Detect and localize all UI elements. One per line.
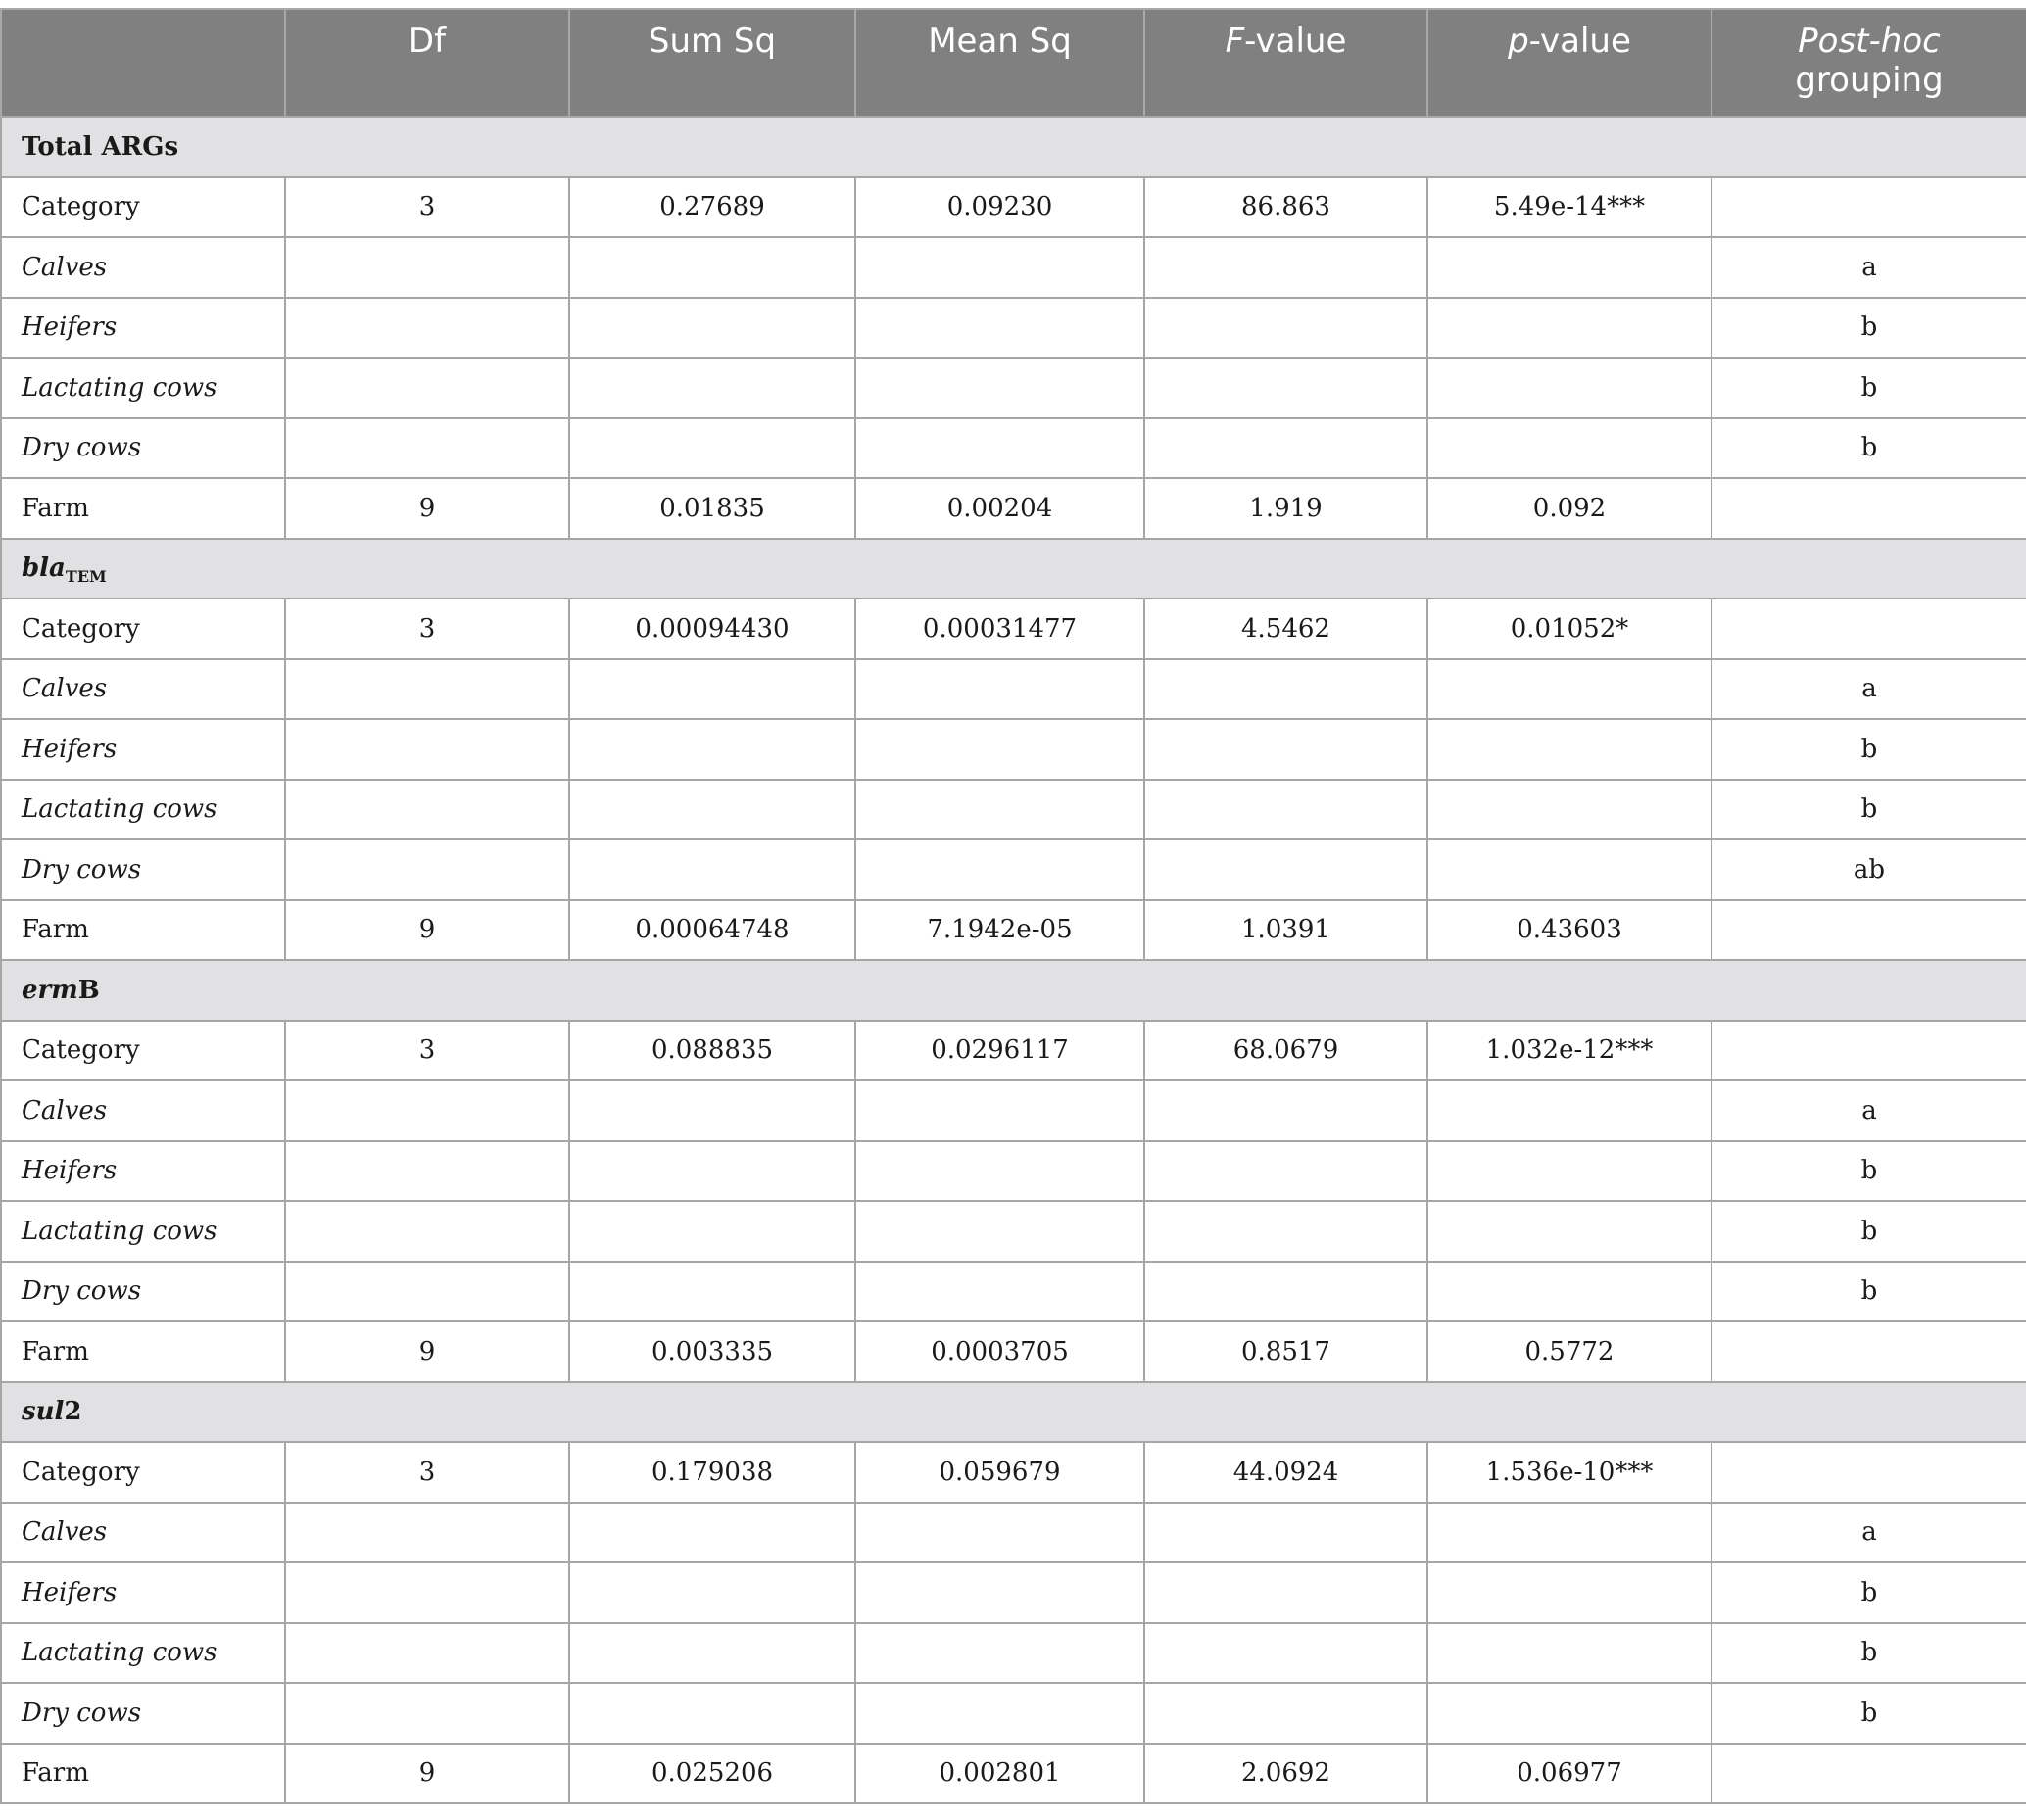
- section-title-italic: sul: [22, 1397, 65, 1427]
- row-label: Lactating cows: [1, 1623, 285, 1684]
- table-row-group: [1, 298, 2026, 359]
- section-title: [1, 539, 2026, 599]
- row-label: Farm: [1, 478, 285, 539]
- f-value-cell: 2.0692: [1144, 1744, 1427, 1804]
- section-title-rest: 2: [64, 1397, 82, 1427]
- posthoc-cell: b: [1712, 358, 2026, 418]
- posthoc-cell: [1712, 1442, 2026, 1503]
- posthoc-cell: a: [1712, 1080, 2026, 1141]
- posthoc-cell: a: [1712, 237, 2026, 298]
- f-value-cell: 1.919: [1144, 478, 1427, 539]
- df-cell: 3: [285, 1021, 569, 1081]
- sum-sq-cell: 0.179038: [569, 1442, 855, 1503]
- section-title-italic: bla: [22, 553, 66, 584]
- table-row-farm: [1, 478, 2026, 539]
- posthoc-cell: [1712, 177, 2026, 238]
- table-row-group: [1, 237, 2026, 298]
- section-bla-tem: [1, 539, 2026, 961]
- section-header-row: [1, 117, 2026, 177]
- posthoc-cell: [1712, 1321, 2026, 1382]
- posthoc-cell: b: [1712, 719, 2026, 780]
- sum-sq-cell: 0.088835: [569, 1021, 855, 1081]
- header-row: [1, 9, 2026, 117]
- p-value-cell: 0.5772: [1427, 1321, 1712, 1382]
- mean-sq-cell: 0.0296117: [855, 1021, 1144, 1081]
- posthoc-cell: b: [1712, 780, 2026, 840]
- p-value-cell: 0.06977: [1427, 1744, 1712, 1804]
- sum-sq-cell: 0.01835: [569, 478, 855, 539]
- header-f-italic: F: [1225, 22, 1245, 61]
- sum-sq-cell: 0.27689: [569, 177, 855, 238]
- row-label: Lactating cows: [1, 780, 285, 840]
- posthoc-cell: b: [1712, 1562, 2026, 1623]
- row-label: Heifers: [1, 1562, 285, 1623]
- table-row-group: [1, 839, 2026, 900]
- f-value-cell: 68.0679: [1144, 1021, 1427, 1081]
- sum-sq-cell: 0.00094430: [569, 599, 855, 659]
- row-label: Calves: [1, 237, 285, 298]
- posthoc-cell: [1712, 478, 2026, 539]
- header-df: Df: [285, 9, 569, 117]
- posthoc-cell: ab: [1712, 839, 2026, 900]
- header-p-italic: p: [1508, 22, 1529, 61]
- f-value-cell: 4.5462: [1144, 599, 1427, 659]
- posthoc-cell: b: [1712, 1683, 2026, 1744]
- row-label: Lactating cows: [1, 1201, 285, 1262]
- mean-sq-cell: 7.1942e-05: [855, 900, 1144, 961]
- table-row-farm: [1, 1321, 2026, 1382]
- row-label: Dry cows: [1, 1262, 285, 1322]
- row-label: Category: [1, 599, 285, 659]
- df-cell: 9: [285, 900, 569, 961]
- table-row-group: [1, 1262, 2026, 1322]
- posthoc-cell: b: [1712, 1262, 2026, 1322]
- table-row-group: [1, 358, 2026, 418]
- section-sul2: [1, 1382, 2026, 1804]
- row-label: Farm: [1, 1321, 285, 1382]
- posthoc-cell: [1712, 900, 2026, 961]
- header-posthoc-rest: grouping: [1795, 61, 1944, 100]
- row-label: Category: [1, 177, 285, 238]
- table-row-group: [1, 1623, 2026, 1684]
- header-sum-sq: Sum Sq: [569, 9, 855, 117]
- header-blank: [1, 9, 285, 117]
- table-row-group: [1, 1201, 2026, 1262]
- row-label: Farm: [1, 900, 285, 961]
- df-cell: 3: [285, 599, 569, 659]
- df-cell: 3: [285, 177, 569, 238]
- sum-sq-cell: 0.003335: [569, 1321, 855, 1382]
- anova-table: [0, 8, 2026, 1804]
- section-title: [1, 1382, 2026, 1443]
- section-title-rest: B: [77, 975, 100, 1005]
- header-mean-sq: Mean Sq: [855, 9, 1144, 117]
- df-cell: 9: [285, 1744, 569, 1804]
- header-posthoc: [1712, 9, 2026, 117]
- section-erm-b: [1, 960, 2026, 1382]
- f-value-cell: 86.863: [1144, 177, 1427, 238]
- table-row-farm: [1, 900, 2026, 961]
- row-label: Lactating cows: [1, 358, 285, 418]
- row-label: Calves: [1, 659, 285, 720]
- mean-sq-cell: 0.00031477: [855, 599, 1144, 659]
- df-cell: 9: [285, 1321, 569, 1382]
- row-label: Dry cows: [1, 839, 285, 900]
- table-row-group: [1, 1141, 2026, 1202]
- posthoc-cell: [1712, 1744, 2026, 1804]
- table-row-category: [1, 599, 2026, 659]
- header-f-rest: -value: [1244, 22, 1347, 61]
- row-label: Heifers: [1, 719, 285, 780]
- posthoc-cell: b: [1712, 1201, 2026, 1262]
- df-cell: 3: [285, 1442, 569, 1503]
- table-row-group: [1, 719, 2026, 780]
- header-p-rest: -value: [1528, 22, 1631, 61]
- section-title-italic: erm: [22, 975, 78, 1005]
- row-label: Heifers: [1, 1141, 285, 1202]
- p-value-cell: 1.536e-10***: [1427, 1442, 1712, 1503]
- row-label: Dry cows: [1, 1683, 285, 1744]
- row-label: Category: [1, 1442, 285, 1503]
- f-value-cell: 0.8517: [1144, 1321, 1427, 1382]
- row-label: Calves: [1, 1503, 285, 1563]
- table-row-group: [1, 1080, 2026, 1141]
- row-label: Dry cows: [1, 418, 285, 479]
- table-row-group: [1, 1562, 2026, 1623]
- section-title: Total ARGs: [1, 117, 2026, 177]
- section-total-args: [1, 117, 2026, 539]
- row-label: Heifers: [1, 298, 285, 359]
- section-header-row: [1, 1382, 2026, 1443]
- row-label: Farm: [1, 1744, 285, 1804]
- mean-sq-cell: 0.002801: [855, 1744, 1144, 1804]
- posthoc-cell: [1712, 1021, 2026, 1081]
- f-value-cell: 1.0391: [1144, 900, 1427, 961]
- table-row-group: [1, 1683, 2026, 1744]
- mean-sq-cell: 0.059679: [855, 1442, 1144, 1503]
- table-row-farm: [1, 1744, 2026, 1804]
- p-value-cell: 0.43603: [1427, 900, 1712, 961]
- header-p-value: [1427, 9, 1712, 117]
- sum-sq-cell: 0.00064748: [569, 900, 855, 961]
- sum-sq-cell: 0.025206: [569, 1744, 855, 1804]
- table-row-category: [1, 177, 2026, 238]
- p-value-cell: 1.032e-12***: [1427, 1021, 1712, 1081]
- table-row-group: [1, 659, 2026, 720]
- posthoc-cell: b: [1712, 1623, 2026, 1684]
- posthoc-cell: b: [1712, 1141, 2026, 1202]
- row-label: Calves: [1, 1080, 285, 1141]
- p-value-cell: 0.01052*: [1427, 599, 1712, 659]
- table-row-group: [1, 780, 2026, 840]
- table-row-group: [1, 418, 2026, 479]
- table-row-category: [1, 1442, 2026, 1503]
- p-value-cell: 0.092: [1427, 478, 1712, 539]
- posthoc-cell: b: [1712, 418, 2026, 479]
- section-title: [1, 960, 2026, 1021]
- df-cell: 9: [285, 478, 569, 539]
- posthoc-cell: b: [1712, 298, 2026, 359]
- table-row-category: [1, 1021, 2026, 1081]
- f-value-cell: 44.0924: [1144, 1442, 1427, 1503]
- posthoc-cell: a: [1712, 1503, 2026, 1563]
- mean-sq-cell: 0.09230: [855, 177, 1144, 238]
- posthoc-cell: [1712, 599, 2026, 659]
- row-label: Category: [1, 1021, 285, 1081]
- section-header-row: [1, 539, 2026, 599]
- table-row-group: [1, 1503, 2026, 1563]
- header-f-value: [1144, 9, 1427, 117]
- mean-sq-cell: 0.0003705: [855, 1321, 1144, 1382]
- posthoc-cell: a: [1712, 659, 2026, 720]
- mean-sq-cell: 0.00204: [855, 478, 1144, 539]
- p-value-cell: 5.49e-14***: [1427, 177, 1712, 238]
- header-posthoc-italic: Post-hoc: [1798, 22, 1941, 61]
- section-title-subscript: TEM: [65, 567, 107, 587]
- section-header-row: [1, 960, 2026, 1021]
